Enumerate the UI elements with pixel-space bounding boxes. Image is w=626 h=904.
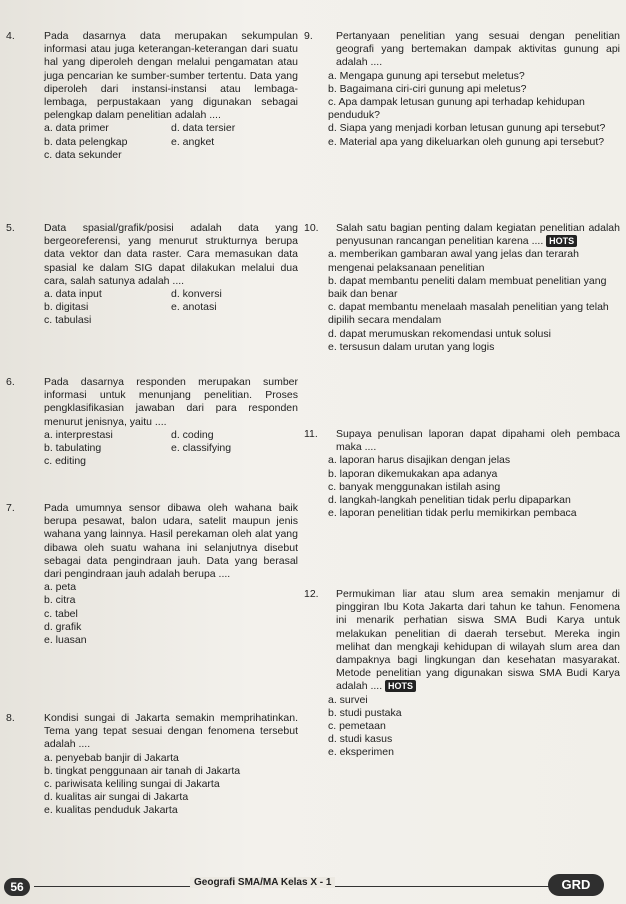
- option-c[interactable]: c. data sekunder: [44, 148, 122, 161]
- option-c[interactable]: c. dapat membantu menelaah masalah penelitian yang telah dipilih secara mendalam: [328, 301, 609, 327]
- option-c[interactable]: c. pemetaan: [328, 720, 386, 733]
- option-d[interactable]: d. konversi: [171, 288, 222, 301]
- option-b[interactable]: b. studi pustaka: [328, 706, 402, 719]
- option-e[interactable]: e. angket: [171, 135, 215, 148]
- option-b[interactable]: b. tingkat penggunaan air tanah di Jakarta: [44, 764, 241, 777]
- option-b[interactable]: b. tabulating: [44, 442, 102, 455]
- question-stem: Pada umumnya sensor dibawa oleh wahana baik berupa pesawat, balon udara, satelit maupun jenis wahana yang lainnya. Hasil perekaman oleh alat yang dibawa oleh suatu wahana ini selanjutnya disebut sebagai data pengindraan jauh. Data yang berasal dari pengindraan jauh adalah berupa ....: [44, 502, 298, 581]
- option-c[interactable]: c. editing: [44, 455, 87, 468]
- option-d[interactable]: d. data tersier: [171, 122, 236, 135]
- option-a[interactable]: a. data primer: [44, 122, 109, 135]
- question-8: [6, 712, 298, 818]
- question-stem: Permukiman liar atau slum area semakin menjamur di pinggiran Ibu Kota Jakarta dari tahun ke tahun. Fenomena ini menarik perhatian siswa SMA Budi Karya untuk melakukan penelitian di daerah tersebut. Mereka ingin melihat dan mengkaji kehidupan di wilayah slum area dan dampaknya bagi lingkungan dan kesehatan masyarakat. Metode penelitian yang digunakan siswa SMA Budi Karya adalah ....: [336, 588, 620, 693]
- page-number: 56: [4, 878, 30, 896]
- question-7: [6, 502, 298, 647]
- option-a[interactable]: a. Mengapa gunung api tersebut meletus?: [328, 69, 525, 82]
- option-a[interactable]: a. penyebab banjir di Jakarta: [44, 751, 179, 764]
- question-stem: Kondisi sungai di Jakarta semakin memprihatinkan. Tema yang tepat sesuai dengan fenomena tersebut adalah ....: [44, 712, 298, 751]
- option-e[interactable]: e. laporan penelitian tidak perlu memikirkan pembaca: [328, 507, 577, 520]
- question-stem: Pertanyaan penelitian yang sesuai dengan penelitian geografi yang bertemakan dampak aktivitas gunung api adalah ....: [336, 30, 620, 69]
- option-e[interactable]: e. kualitas penduduk Jakarta: [44, 804, 178, 817]
- option-e[interactable]: e. tersusun dalam urutan yang logis: [328, 340, 495, 353]
- option-e[interactable]: e. eksperimen: [328, 746, 394, 759]
- option-b[interactable]: b. Bagaimana ciri-ciri gunung api meletus?: [328, 82, 527, 95]
- option-d[interactable]: d. studi kasus: [328, 733, 393, 746]
- option-a[interactable]: a. data input: [44, 288, 102, 301]
- option-b[interactable]: b. laporan dikemukakan apa adanya: [328, 467, 498, 480]
- option-a[interactable]: a. peta: [44, 581, 77, 594]
- question-12: [304, 588, 620, 760]
- option-b[interactable]: b. digitasi: [44, 301, 89, 314]
- question-number: 7.: [6, 502, 15, 514]
- option-b[interactable]: b. dapat membantu peneliti dalam membuat penelitian yang baik dan benar: [328, 274, 607, 301]
- question-number: 12.: [304, 588, 319, 600]
- question-stem: Supaya penulisan laporan dapat dipahami oleh pembaca maka ....: [336, 428, 620, 454]
- question-number: 6.: [6, 376, 15, 388]
- option-a[interactable]: a. survei: [328, 693, 368, 706]
- option-e[interactable]: e. classifying: [171, 442, 232, 455]
- footer-title: Geografi SMA/MA Kelas X - 1: [190, 877, 335, 888]
- question-11: [304, 428, 620, 520]
- option-b[interactable]: b. citra: [44, 594, 76, 607]
- option-e[interactable]: e. luasan: [44, 634, 87, 647]
- option-d[interactable]: d. langkah-langkah penelitian tidak perlu dipaparkan: [328, 494, 571, 507]
- question-number: 9.: [304, 30, 313, 42]
- question-5: [6, 222, 298, 328]
- question-number: 5.: [6, 222, 15, 234]
- option-c[interactable]: c. tabulasi: [44, 314, 92, 327]
- option-c[interactable]: c. tabel: [44, 607, 78, 620]
- question-6: [6, 376, 298, 468]
- option-d[interactable]: d. grafik: [44, 620, 82, 633]
- question-stem: Pada dasarnya data merupakan sekumpulan informasi atau juga keterangan-keterangan dari suatu hal yang diperoleh dengan melalui pengamatan atau juga pencarian ke sumber-sumber tertentu. Data yang diperoleh dari instansi-instansi atau lembaga-lembaga, perpustakaan yang digunakan sebagai pelengkap dalam penelitian adalah ....: [44, 30, 298, 122]
- question-number: 11.: [304, 428, 318, 440]
- question-9: [304, 30, 620, 149]
- hots-badge: HOTS: [385, 680, 416, 692]
- option-d[interactable]: d. kualitas air sungai di Jakarta: [44, 791, 189, 804]
- page-footer: [0, 874, 626, 904]
- question-stem: Data spasial/grafik/posisi adalah data yang bergeoreferensi, yang menurut strukturnya berupa data vektor dan data raster. Cara memasukan data spasial ke dalam SIG dapat dilakukan melalui dua cara, salah satunya adalah ....: [44, 222, 298, 287]
- grd-badge: GRD: [548, 874, 604, 896]
- question-number: 8.: [6, 712, 15, 724]
- option-d[interactable]: d. dapat merumuskan rekomendasi untuk solusi: [328, 327, 551, 340]
- option-c[interactable]: c. Apa dampak letusan gunung api terhadap kehidupan penduduk?: [328, 96, 585, 122]
- option-c[interactable]: c. pariwisata keliling sungai di Jakarta: [44, 778, 220, 791]
- option-e[interactable]: e. Material apa yang dikeluarkan oleh gunung api tersebut?: [328, 135, 605, 148]
- question-number: 4.: [6, 30, 15, 42]
- option-c[interactable]: c. banyak menggunakan istilah asing: [328, 480, 501, 493]
- option-a[interactable]: a. laporan harus disajikan dengan jelas: [328, 454, 511, 467]
- option-d[interactable]: d. Siapa yang menjadi korban letusan gunung api tersebut?: [328, 122, 606, 135]
- question-4: [6, 30, 298, 162]
- question-number: 10.: [304, 222, 319, 234]
- hots-badge: HOTS: [546, 235, 577, 247]
- option-a[interactable]: a. memberikan gambaran awal yang jelas dan terarah mengenai pelaksanaan penelitian: [328, 248, 579, 274]
- question-10: [304, 222, 620, 354]
- option-b[interactable]: b. data pelengkap: [44, 135, 128, 148]
- option-a[interactable]: a. interprestasi: [44, 428, 113, 441]
- option-e[interactable]: e. anotasi: [171, 301, 217, 314]
- question-stem: Pada dasarnya responden merupakan sumber informasi untuk menunjang penelitian. Proses pengklasifikasian jawaban dari para responden menurut jenisnya, yaitu ....: [44, 376, 298, 428]
- question-stem: Salah satu bagian penting dalam kegiatan penelitian adalah penyusunan rancangan penelitian karena ....: [336, 222, 620, 248]
- option-d[interactable]: d. coding: [171, 428, 214, 441]
